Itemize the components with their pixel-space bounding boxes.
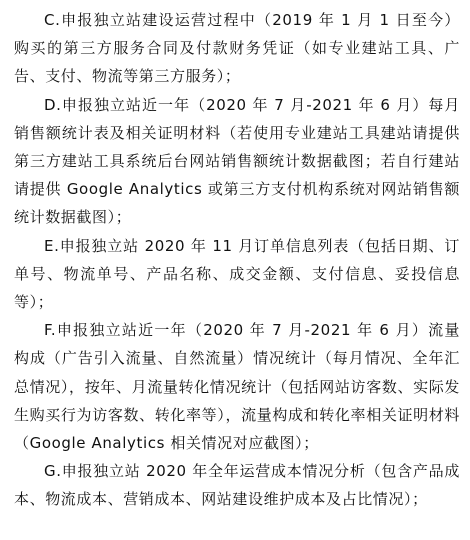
paragraph-g: G.申报独立站 2020 年全年运营成本情况分析（包含产品成本、物流成本、营销成本、网站建设维护成本及占比情况）； (14, 462, 460, 509)
paragraph-e: E.申报独立站 2020 年 11 月订单信息列表（包括日期、订单号、物流单号、产品名称、成交金额、支付信息、妥投信息等）； (14, 236, 460, 312)
paragraph-d: D.申报独立站近一年（2020 年 7 月-2021 年 6 月）每月销售额统计表及相关证明材料（若使用专业建站工具建站请提供第三方建站工具系统后台网站销售额统计数据截图；若自行建站请提供 Google Analytics 或第三方支付机构系统对网站销售额统计数据截图）； (14, 95, 460, 227)
paragraph-c: C.申报独立站建设运营过程中（2019 年 1 月 1 日至今）购买的第三方服务合同及付款财务凭证（如专业建站工具、广告、支付、物流等第三方服务）； (14, 11, 460, 86)
document-body (14, 6, 460, 514)
paragraph-f: F.申报独立站近一年（2020 年 7 月-2021 年 6 月）流量构成（广告引入流量、自然流量）情况统计（每月情况、全年汇总情况），按年、月流量转化情况统计（包括网站访客数、实际发生购买行为访客数、转化率等），流量构成和转化率相关证明材料（Google Analytics 相关情况对应截图）； (14, 321, 460, 453)
